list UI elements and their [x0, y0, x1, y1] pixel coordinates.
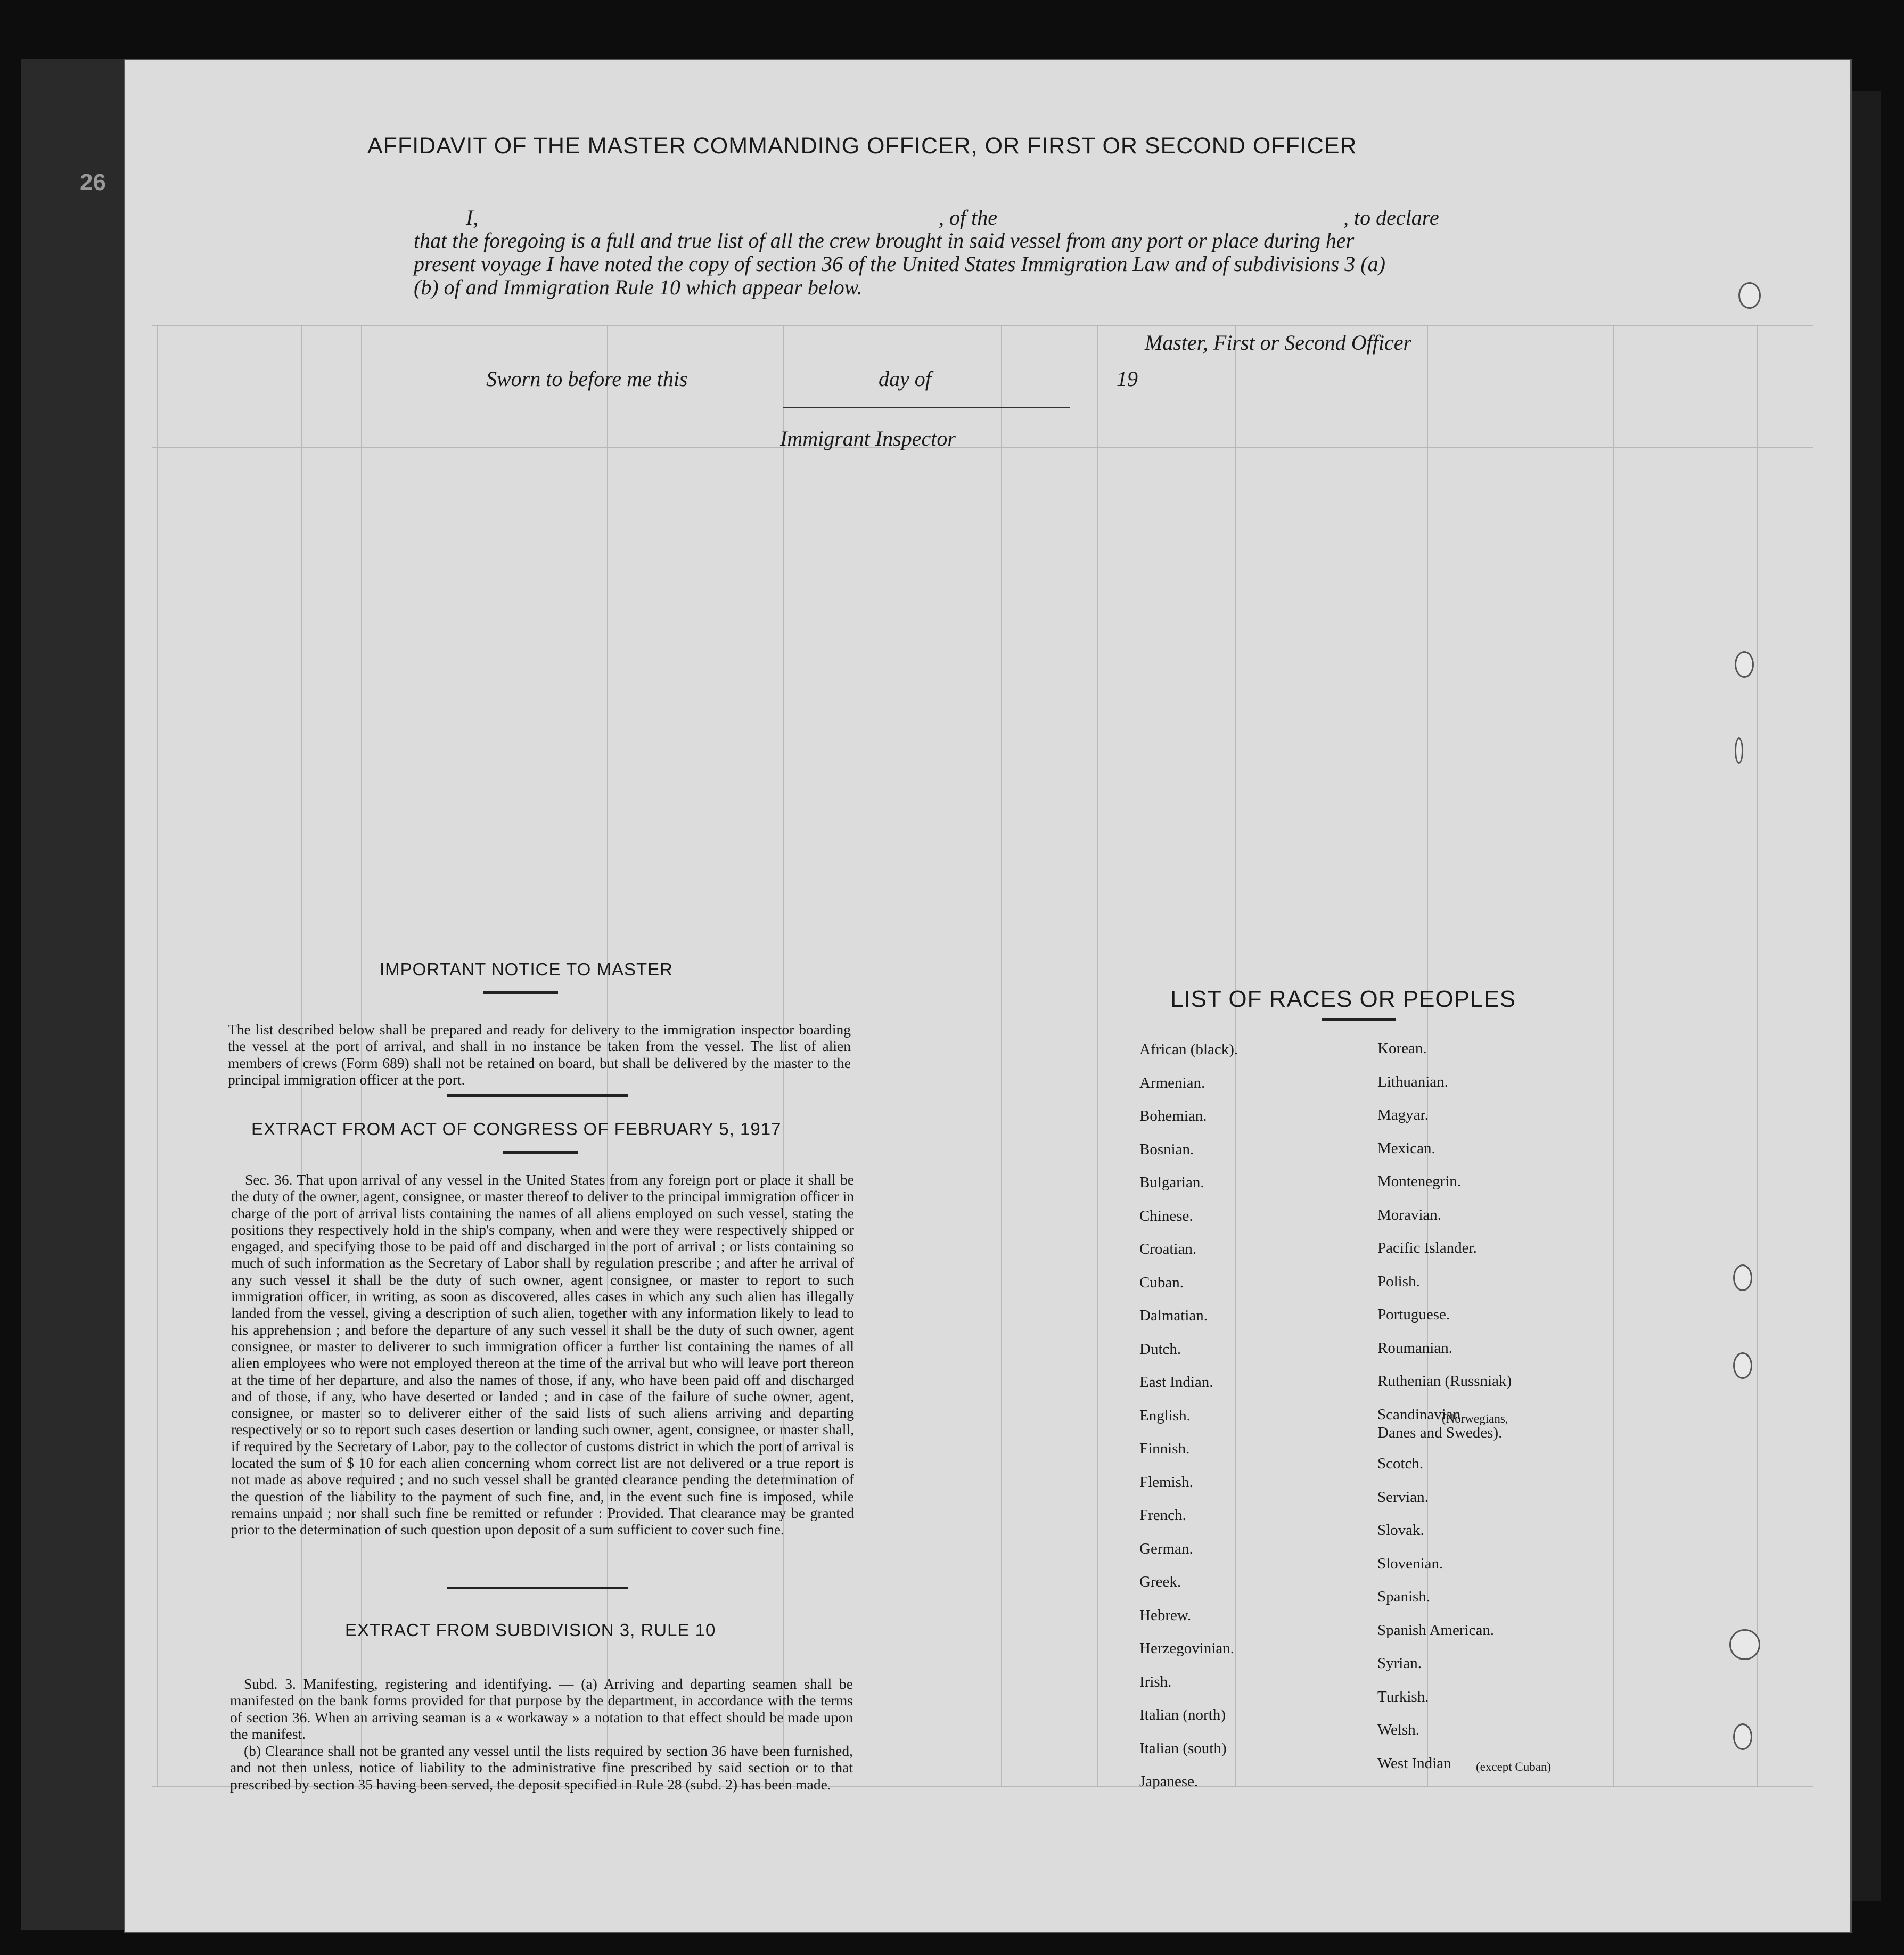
race-item: Lithuanian. [1377, 1073, 1448, 1090]
race-item: Italian (south) [1139, 1739, 1227, 1757]
rule-text-a: Subd. 3. Manifesting, registering and identifying. — (a) Arriving and departing seamen shall be manifested on the bank forms provided for that purpose by the department, in accordance with the terms of section 36. When an arriving seaman is a « workaway » a notation to that effect should be made upon the manifest. [230, 1675, 853, 1742]
race-item: Chinese. [1139, 1207, 1193, 1225]
race-item: Croatian. [1139, 1241, 1197, 1258]
race-item: Korean. [1377, 1040, 1427, 1057]
affidavit-line-3: present voyage I have noted the copy of section 36 of the United States Immigration Law and of subdivisions 3 (a) [414, 252, 1385, 276]
rule-heading: EXTRACT FROM SUBDIVISION 3, RULE 10 [345, 1620, 716, 1640]
race-item: Scotch. [1377, 1455, 1424, 1472]
bleed-col [157, 325, 158, 1786]
scandinavian-note-2: Danes and Swedes). [1377, 1424, 1503, 1441]
year-text: 19 [1117, 367, 1138, 391]
race-item: Italian (north) [1139, 1706, 1226, 1723]
notice-text: The list described below shall be prepared and ready for delivery to the immigration inspector boarding the vessel at the port of arrival, and shall in no instance be taken from the vessel. The list of alien members of crews (Form 689) shall not be retained on board, but shall be delivered by the master to the principal immigration officer at the port. [228, 1021, 851, 1088]
punch-hole [1738, 282, 1761, 309]
section-divider-2 [447, 1587, 628, 1589]
section-divider [447, 1094, 628, 1097]
race-item: East Indian. [1139, 1374, 1213, 1391]
punch-hole [1733, 1264, 1752, 1291]
race-item: Slovak. [1377, 1522, 1424, 1539]
race-item: French. [1139, 1507, 1186, 1524]
race-item: Syrian. [1377, 1655, 1422, 1672]
race-item: German. [1139, 1540, 1193, 1557]
bleed-col [1757, 325, 1758, 1786]
race-item: Hebrew. [1139, 1606, 1192, 1624]
race-item: Dutch. [1139, 1340, 1181, 1358]
race-item: West Indian [1377, 1754, 1451, 1772]
race-item: Scandinavian [1377, 1406, 1461, 1423]
race-item: Greek. [1139, 1573, 1181, 1590]
bleed-grid-header [152, 447, 1813, 448]
affidavit-of-the: , of the [939, 206, 997, 229]
race-item: Armenian. [1139, 1074, 1205, 1091]
document-sheet [124, 59, 1852, 1933]
race-item: Magyar. [1377, 1106, 1429, 1123]
affidavit-to-declare: , to declare [1343, 206, 1439, 229]
race-item: English. [1139, 1407, 1191, 1424]
west-indian-note: (except Cuban) [1476, 1760, 1552, 1773]
left-page-edge [21, 59, 128, 1930]
scandinavian-note: (Norwegians, [1442, 1412, 1508, 1425]
race-item: Bosnian. [1139, 1140, 1194, 1158]
act-rule [503, 1151, 578, 1154]
race-item: Bohemian. [1139, 1107, 1207, 1124]
punch-hole [1735, 737, 1743, 764]
act-text: Sec. 36. That upon arrival of any vessel in the United States from any foreign port or place it shall be the duty of the owner, agent, consignee, or master thereof to deliver to the principal immigration officer in charge of the port of arrival lists containing the names of all aliens employed on such vessel, stating the positions they respectively hold in the ship's company, when and were they were respectively shipped or engaged, and specifying those to be paid off and discharged in the port of arrival ; or lists containing so much of such information as the Secretary of Labor shall by regulation prescribe ; and after he arrival of any such vessel it shall be the duty of such owner, agent consignee, or master to report to such immigration officer, in writing, as soon as discovered, alles cases in which any such alien has illegally landed from the vessel, giving a description of such alien, together with any information likely to lead to his apprehension ; and before the departure of any such vessel it shall be the duty of such owner, agent consignee, or master to deliverer to such immigration officer a further list containing the names of all alien employees who were not employed thereon at the time of the arrival but who will leave port thereon at the time of her departure, and also the names of those, if any, who have been paid off and discharged and of those, if any, who have deserted or landed ; and in case of the failure of suche owner, agent, consignee, or master so to deliverer either of the said lists of such aliens arriving and departing respectively or so to report such cases desertion or landing such owner, agent, consignee, or master shall, if required by the Secretary of Labor, pay to the collector of customs district in which the port of arrival is located the sum of $ 10 for each alien concerning whom correct list are not delivered or a true report is not made as above required ; and no such vessel shall be granted clearance pending the determination of the question of the liability to the payment of such fine, and, in the event such fine is imposed, while remains unpaid ; nor shall such fine be remitted or refunder : Provided. That clearance may be granted prior to the determination of such question upon deposit of a sum sufficient to cover such fine. [231, 1171, 854, 1538]
race-item: Turkish. [1377, 1688, 1429, 1705]
affidavit-i: I, [466, 206, 479, 229]
race-item: Spanish American. [1377, 1621, 1495, 1639]
right-page-edge [1848, 91, 1881, 1901]
act-heading: EXTRACT FROM ACT OF CONGRESS OF FEBRUARY 5, 1917 [251, 1119, 782, 1139]
inspector-label: Immigrant Inspector [780, 426, 956, 450]
notice-rule [483, 991, 558, 994]
race-item: Flemish. [1139, 1473, 1193, 1491]
races-title: LIST OF RACES OR PEOPLES [1170, 986, 1516, 1012]
punch-hole [1735, 651, 1754, 678]
race-item: African (black). [1139, 1041, 1238, 1058]
race-item: Pacific Islander. [1377, 1239, 1477, 1256]
bleed-col [1613, 325, 1614, 1786]
punch-hole [1733, 1352, 1752, 1379]
bleed-col [1001, 325, 1002, 1786]
race-item: Moravian. [1377, 1206, 1441, 1223]
rule-text-b: (b) Clearance shall not be granted any vessel until the lists required by section 36 have been furnished, and not then unless, notice of liability to the administrative fine prescribed by said section or to that prescribed by section 35 having been served, the deposit specified in Rule 28 (subd. 2) has been made. [230, 1743, 853, 1793]
affidavit-title: AFFIDAVIT OF THE MASTER COMMANDING OFFICER, OR FIRST OR SECOND OFFICER [367, 133, 1357, 159]
affidavit-line-2: that the foregoing is a full and true list of all the crew brought in said vessel from any port or place during her [414, 228, 1355, 252]
bleed-grid-top [152, 325, 1813, 326]
race-item: Servian. [1377, 1488, 1429, 1506]
punch-hole [1733, 1723, 1752, 1750]
bleed-col [1097, 325, 1098, 1786]
punch-hole [1729, 1629, 1760, 1660]
race-item: Bulgarian. [1139, 1174, 1204, 1191]
inspector-signature-line [783, 407, 1070, 408]
notice-heading: IMPORTANT NOTICE TO MASTER [380, 959, 674, 979]
race-item: Portuguese. [1377, 1306, 1450, 1323]
race-item: Roumanian. [1377, 1339, 1452, 1357]
race-item: Finnish. [1139, 1440, 1190, 1457]
races-rule [1322, 1018, 1396, 1021]
race-item: Mexican. [1377, 1139, 1435, 1157]
race-item: Welsh. [1377, 1721, 1420, 1738]
race-item: Herzegovinian. [1139, 1640, 1234, 1657]
race-item: Irish. [1139, 1673, 1172, 1690]
race-item: Polish. [1377, 1272, 1420, 1290]
race-item: Japanese. [1139, 1773, 1199, 1790]
race-item: Dalmatian. [1139, 1307, 1208, 1324]
margin-mark: 26 [80, 169, 106, 195]
affidavit-line-4: (b) of and Immigration Rule 10 which appear below. [414, 275, 863, 299]
master-signature-label: Master, First or Second Officer [1145, 331, 1412, 355]
race-item: Ruthenian (Russniak) [1377, 1373, 1512, 1390]
day-of-text: day of [879, 367, 931, 391]
race-item: Spanish. [1377, 1588, 1431, 1605]
race-item: Cuban. [1139, 1274, 1184, 1291]
race-item: Slovenian. [1377, 1555, 1443, 1572]
race-item: Montenegrin. [1377, 1173, 1462, 1190]
sworn-text: Sworn to before me this [486, 367, 688, 391]
